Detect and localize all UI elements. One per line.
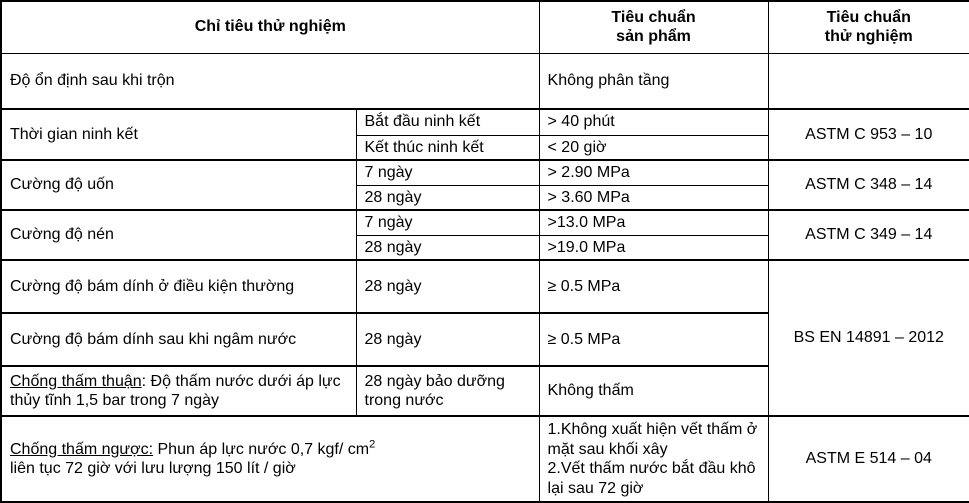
product-standard-cell: < 20 giờ: [539, 135, 768, 160]
product-standard-cell: > 40 phút: [539, 109, 768, 135]
product-standard-cell: Không thấm: [539, 366, 768, 416]
criterion-rest-line2: liên tục 72 giờ với lưu lượng 150 lít / giờ: [10, 460, 296, 478]
criterion-cell: [1, 366, 356, 416]
table-row-stability: [1, 53, 969, 109]
product-standard-cell: Không phân tầng: [539, 53, 768, 109]
criterion-cell: Thời gian ninh kết: [1, 109, 356, 160]
criterion-lead-underlined: Chống thấm thuận: [10, 372, 142, 390]
product-standard-item1: 1.Không xuất hiện vết thấm ở mặt sau khối xây: [547, 421, 758, 458]
criterion-cell: Cường độ uốn: [1, 160, 356, 210]
table-row-compressive-7d: [1, 210, 969, 235]
product-standard-cell: >13.0 MPa: [539, 210, 768, 235]
product-standard-cell: ≥ 0.5 MPa: [539, 313, 768, 366]
sub-criterion-cell: 7 ngày: [356, 160, 539, 185]
header-test-standard-line2: thử nghiệm: [824, 28, 913, 46]
header-product-standard-line1: Tiêu chuẩn: [611, 8, 696, 26]
sub-criterion-cell: 7 ngày: [356, 210, 539, 235]
test-standard-cell: BS EN 14891 – 2012: [768, 260, 969, 416]
table-row-adhesion-normal: [1, 260, 969, 313]
sub-criterion-cell: Kết thúc ninh kết: [356, 135, 539, 160]
criterion-cell: Cường độ bám dính sau khi ngâm nước: [1, 313, 356, 366]
criterion-rest: : Độ thấm nước dưới áp lực thủy tĩnh 1,5 bar trong 7 ngày: [10, 372, 341, 410]
header-test-standard: [768, 1, 969, 53]
product-standard-cell: [539, 416, 768, 502]
product-standard-cell: > 2.90 MPa: [539, 160, 768, 185]
criterion-lead-underlined: Chống thấm ngược:: [10, 440, 154, 458]
sub-criterion-cell: 28 ngày: [356, 313, 539, 366]
header-criterion: Chỉ tiêu thử nghiệm: [1, 1, 539, 53]
header-product-standard-line2: sản phẩm: [616, 28, 691, 46]
product-standard-item2: 2.Vết thấm nước bắt đầu khô lại sau 72 giờ: [547, 460, 756, 497]
test-standard-cell: ASTM C 349 – 14: [768, 210, 969, 260]
product-standard-cell: >19.0 MPa: [539, 235, 768, 260]
product-standard-cell: ≥ 0.5 MPa: [539, 260, 768, 313]
test-standard-cell: ASTM C 348 – 14: [768, 160, 969, 210]
table-row-flexural-7d: [1, 160, 969, 185]
superscript-2: 2: [369, 438, 376, 451]
table-row-negative-waterproof: [1, 416, 969, 502]
criterion-cell: Độ ổn định sau khi trộn: [1, 53, 539, 109]
test-standard-cell-empty: [768, 53, 969, 109]
test-standard-cell: ASTM C 953 – 10: [768, 109, 969, 160]
criterion-rest: Phun áp lực nước 0,7 kgf/ cm: [153, 440, 370, 458]
header-product-standard: [539, 1, 768, 53]
test-standard-cell: ASTM E 514 – 04: [768, 416, 969, 502]
sub-criterion-cell: Bắt đầu ninh kết: [356, 109, 539, 135]
sub-criterion-cell: 28 ngày: [356, 260, 539, 313]
product-standard-cell: > 3.60 MPa: [539, 185, 768, 210]
table-row-setting-start: [1, 109, 969, 135]
criterion-cell: [1, 416, 539, 502]
sub-criterion-cell: 28 ngày: [356, 235, 539, 260]
table-header-row: [1, 1, 969, 53]
criterion-cell: Cường độ nén: [1, 210, 356, 260]
sub-criterion-cell: 28 ngày: [356, 185, 539, 210]
header-test-standard-line1: Tiêu chuẩn: [826, 8, 911, 26]
criterion-cell: Cường độ bám dính ở điều kiện thường: [1, 260, 356, 313]
sub-criterion-cell: 28 ngày bảo dưỡng trong nước: [356, 366, 539, 416]
